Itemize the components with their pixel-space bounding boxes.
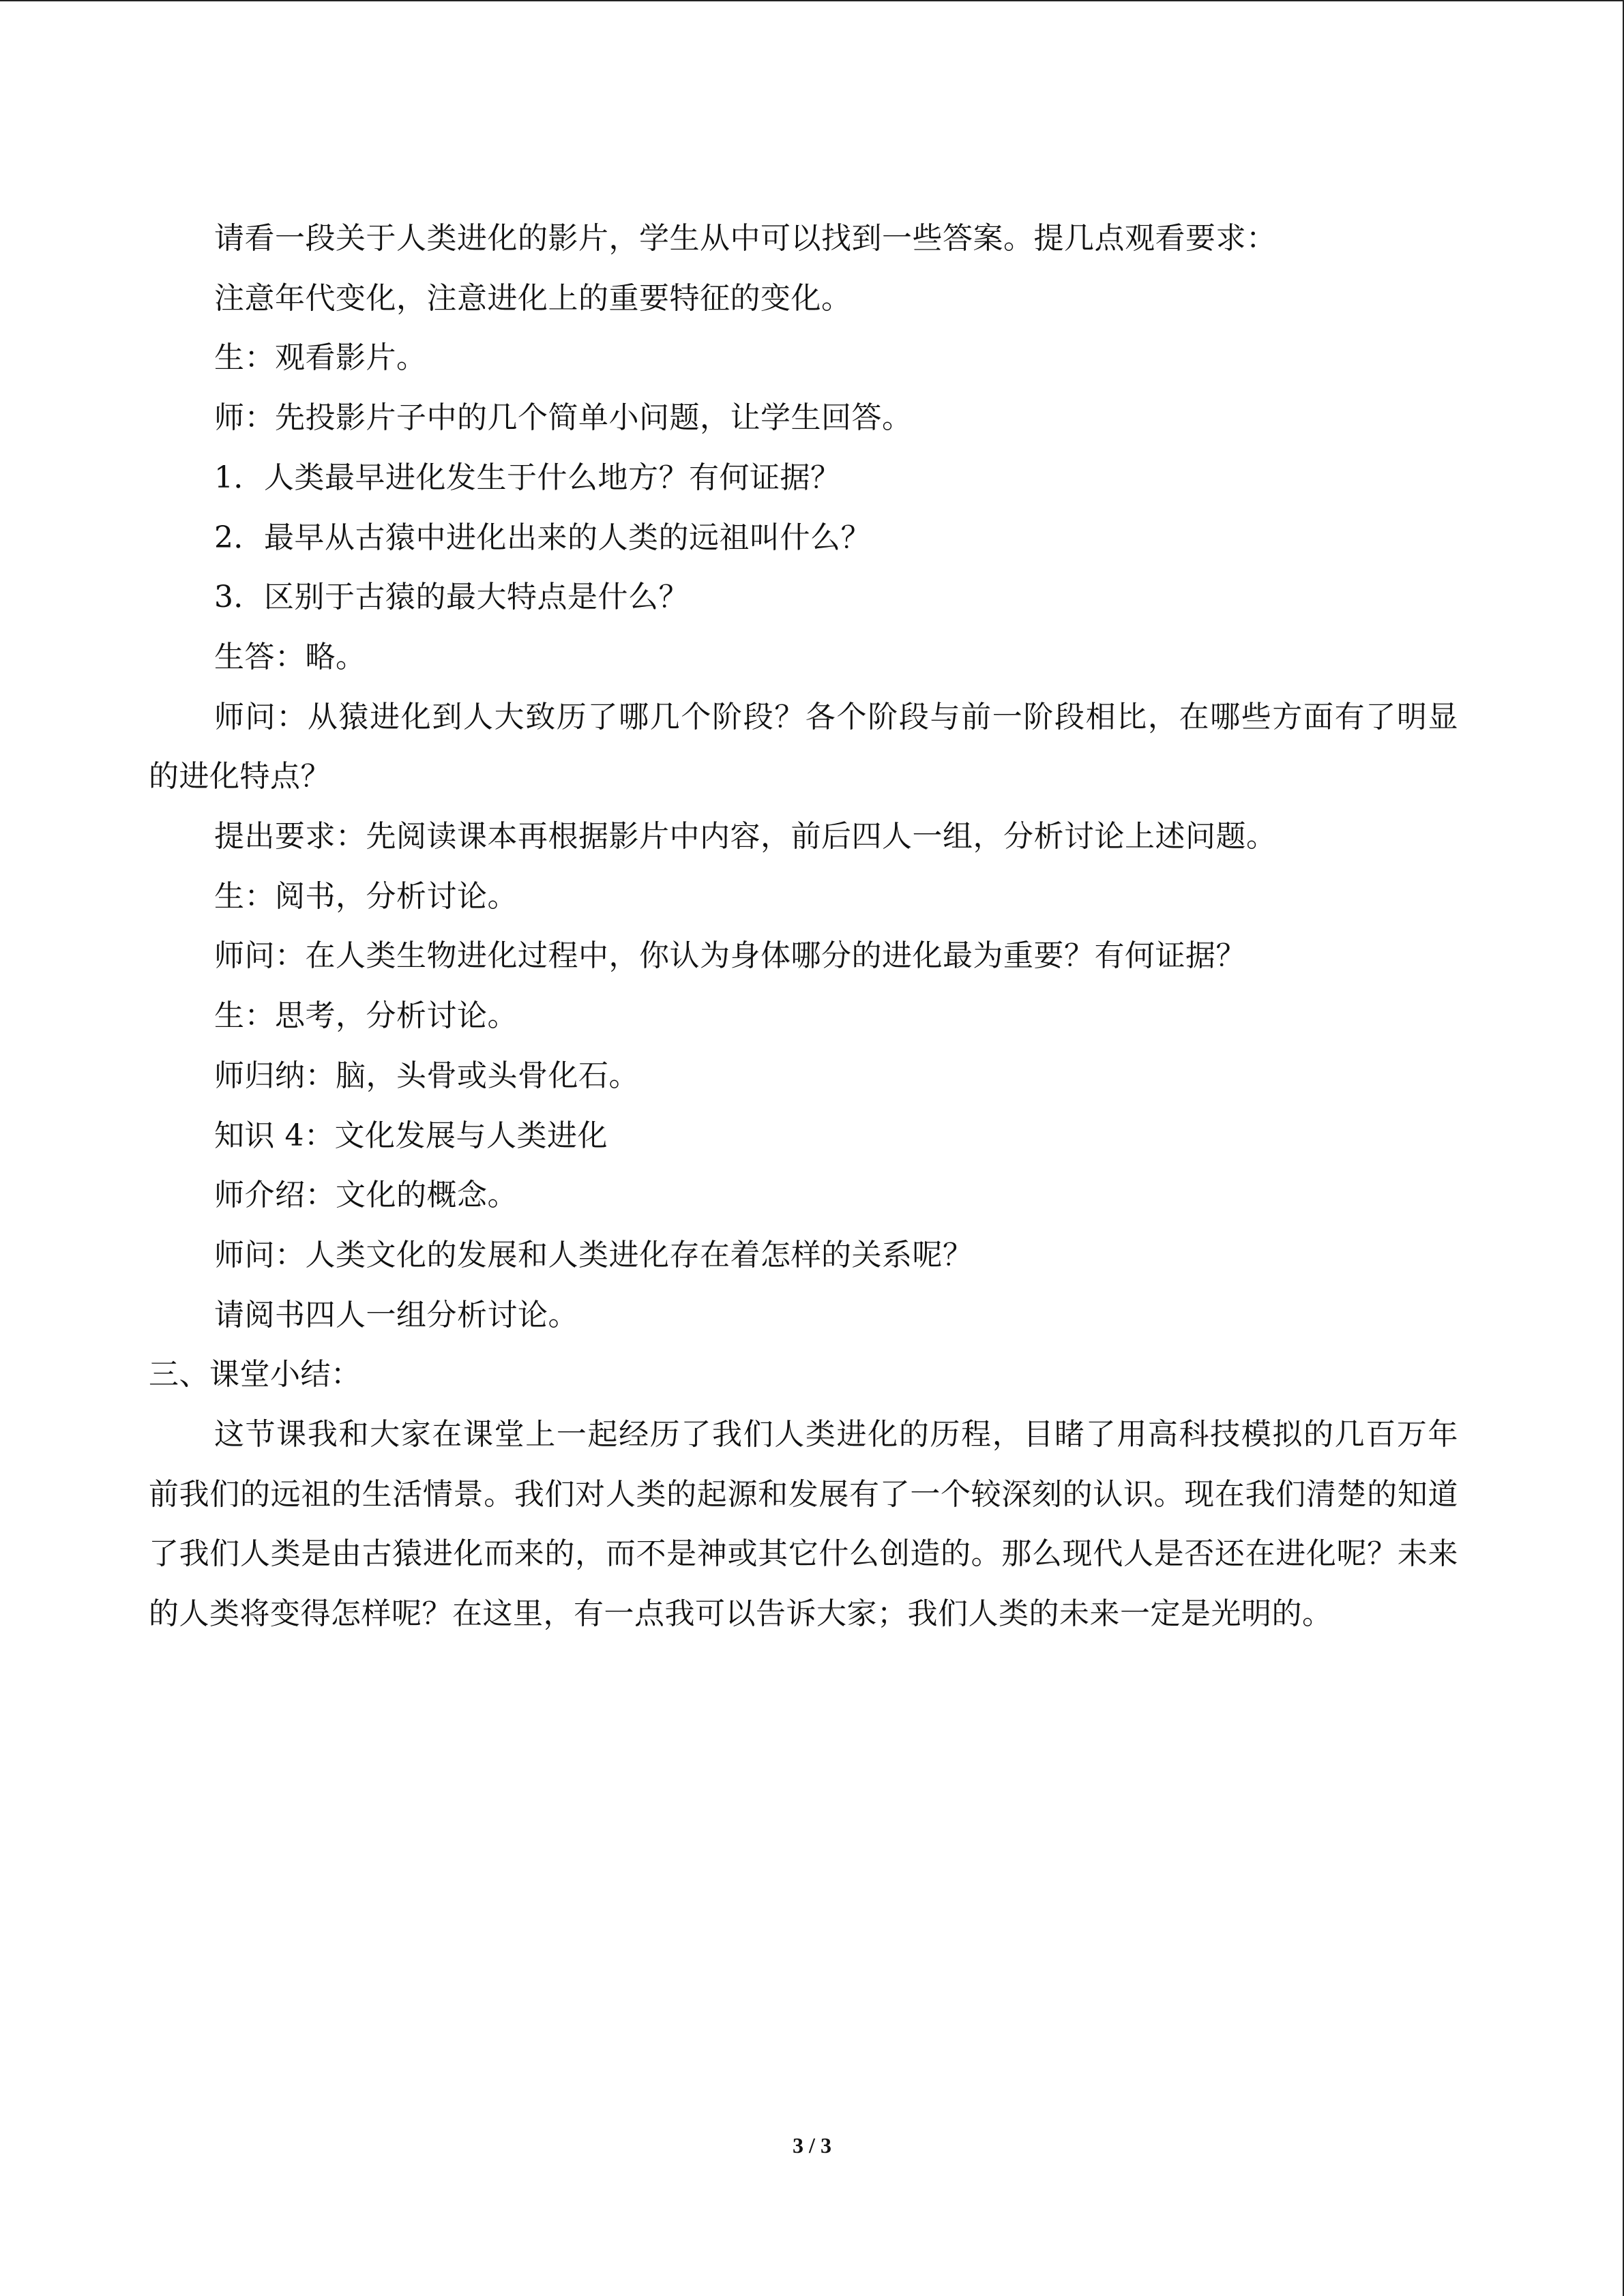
text-line: 请阅书四人一组分析讨论。 — [214, 1297, 578, 1332]
text-line: 师问：在人类生物进化过程中，你认为身体哪分的进化最为重要？有何证据？ — [214, 938, 1246, 974]
section-heading: 三、课堂小结： — [149, 1357, 361, 1392]
question-item: 1．人类最早进化发生于什么地方？有何证据？ — [214, 460, 841, 495]
summary-paragraph: 这节课我和大家在课堂上一起经历了我们人类进化的历程，目睹了用高科技模拟的几百万年前我们的远祖的生活情景。我们对人类的起源和发展有了一个较深刻的认识。现在我们清楚的知道了我们人类是由古猿进化而来的，而不是神或其它什么创造的。那么现代人是否还在进化呢？未来的人类将变得怎样呢？在这里，有一点我可以告诉大家；我们人类的未来一定是光明的。 — [149, 1417, 1458, 1632]
text-line: 生答：略。 — [214, 639, 366, 674]
paragraph: 师问：从猿进化到人大致历了哪几个阶段？各个阶段与前一阶段相比，在哪些方面有了明显的进化特点？ — [149, 699, 1458, 794]
text-line: 提出要求：先阅读课本再根据影片中内容，前后四人一组，分析讨论上述问题。 — [214, 819, 1277, 854]
page-number: 3 / 3 — [793, 2133, 831, 2158]
question-item: 3．区别于古猿的最大特点是什么？ — [214, 580, 689, 615]
text-line: 师归纳：脑，头骨或头骨化石。 — [214, 1058, 639, 1093]
text-line: 师：先投影片子中的几个简单小问题，让学生回答。 — [214, 400, 913, 436]
text-line: 生：思考，分析讨论。 — [214, 998, 518, 1034]
question-item: 2．最早从古猿中进化出来的人类的远祖叫什么？ — [214, 520, 871, 555]
text-line: 注意年代变化，注意进化上的重要特征的变化。 — [214, 280, 852, 316]
text-line: 师介绍：文化的概念。 — [214, 1178, 518, 1213]
text-line: 请看一段关于人类进化的影片，学生从中可以找到一些答案。提几点观看要求： — [214, 221, 1277, 256]
text-line: 生：观看影片。 — [214, 340, 427, 376]
text-line: 生：阅书，分析讨论。 — [214, 878, 518, 914]
text-line: 师问：人类文化的发展和人类进化存在着怎样的关系呢？ — [214, 1237, 973, 1272]
document-body — [149, 209, 1458, 1644]
knowledge-heading: 知识 4：文化发展与人类进化 — [214, 1118, 608, 1153]
